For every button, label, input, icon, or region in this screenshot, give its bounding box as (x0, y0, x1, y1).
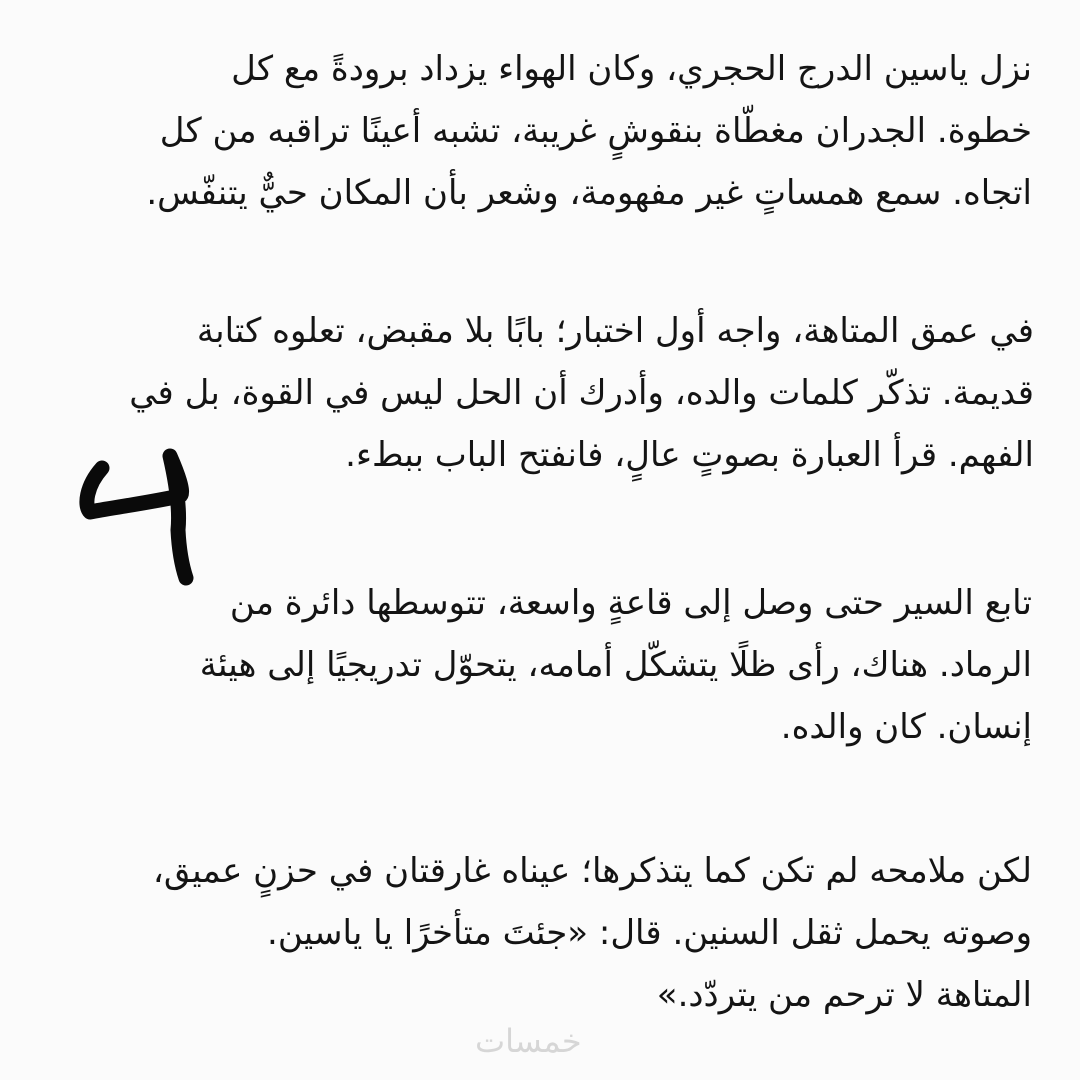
handwritten-digit-stroke (87, 456, 186, 578)
paragraph-line: خطوة. الجدران مغطّاة بنقوشٍ غريبة، تشبه أعينًا تراقبه من كل (159, 111, 1032, 151)
paragraph-line: الرماد. هناك، رأى ظلًا يتشكّل أمامه، يتحوّل تدريجيًا إلى هيئة (199, 645, 1032, 685)
watermark-logo: خمسات (475, 1022, 582, 1060)
paragraph-line: في عمق المتاهة، واجه أول اختبار؛ بابًا بلا مقبض، تعلوه كتابة (196, 311, 1034, 351)
paragraph-line: تابع السير حتى وصل إلى قاعةٍ واسعة، تتوسطها دائرة من (229, 583, 1032, 623)
paragraph-line: وصوته يحمل ثقل السنين. قال: «جئتَ متأخرًا يا ياسين. (267, 913, 1032, 953)
handwritten-page-number (74, 448, 204, 588)
paragraph-line: الفهم. قرأ العبارة بصوتٍ عالٍ، فانفتح الباب ببطء. (345, 435, 1034, 475)
paragraph-line: لكن ملامحه لم تكن كما يتذكرها؛ عيناه غارقتان في حزنٍ عميق، (152, 851, 1032, 891)
paragraph-1 (42, 38, 1032, 224)
paragraph-3 (42, 572, 1032, 758)
paragraph-line: المتاهة لا ترحم من يتردّد.» (656, 975, 1032, 1015)
paragraph-line: إنسان. كان والده. (780, 707, 1032, 747)
paragraph-line: اتجاه. سمع همساتٍ غير مفهومة، وشعر بأن المكان حيٌّ يتنفّس. (146, 173, 1032, 213)
paragraph-line: قديمة. تذكّر كلمات والده، وأدرك أن الحل ليس في القوة، بل في (129, 373, 1034, 413)
paragraph-4 (42, 840, 1032, 1026)
paragraph-line: نزل ياسين الدرج الحجري، وكان الهواء يزداد برودةً مع كل (231, 49, 1032, 89)
